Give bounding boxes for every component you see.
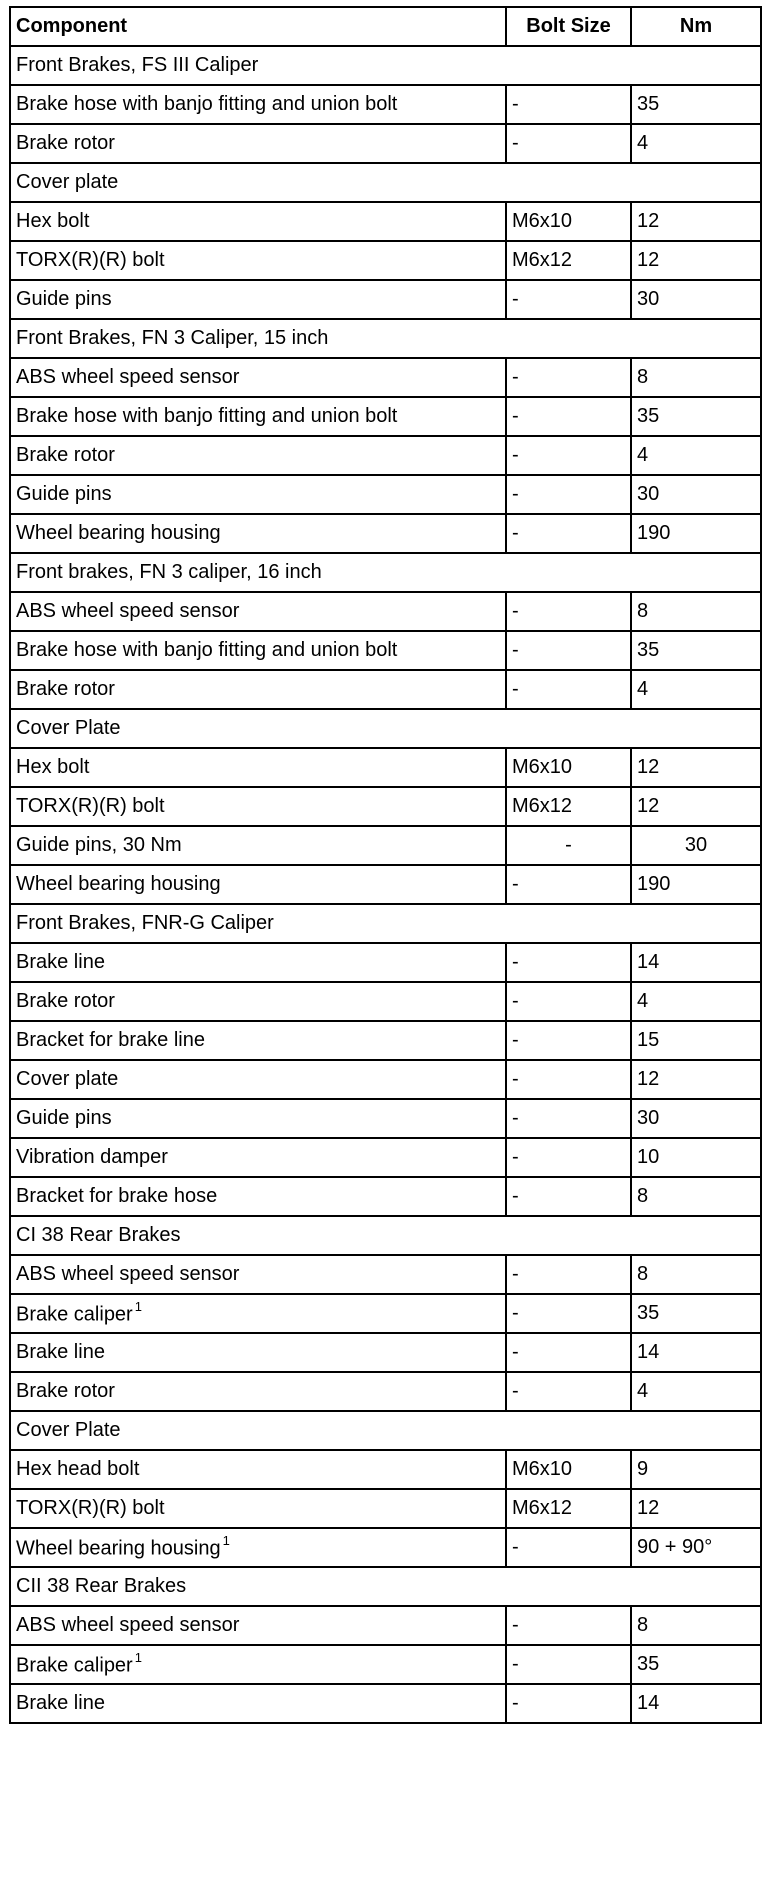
section-row — [10, 163, 761, 202]
component-cell — [10, 1372, 506, 1411]
component-name: Brake rotor — [16, 1380, 115, 1402]
component-name: Guide pins — [16, 1107, 112, 1129]
component-name: ABS wheel speed sensor — [16, 1263, 240, 1285]
table-row — [10, 943, 761, 982]
component-name: TORX(R)(R) bolt — [16, 795, 165, 817]
torque-nm-cell: 35 — [631, 1645, 761, 1684]
section-row — [10, 904, 761, 943]
component-name: Vibration damper — [16, 1146, 168, 1168]
component-name: ABS wheel speed sensor — [16, 366, 240, 388]
table-row — [10, 1528, 761, 1567]
torque-nm-cell: 8 — [631, 1177, 761, 1216]
bolt-size-cell: - — [506, 475, 631, 514]
table-row — [10, 982, 761, 1021]
torque-spec-table — [9, 6, 762, 1724]
bolt-size-cell: - — [506, 631, 631, 670]
component-name: ABS wheel speed sensor — [16, 1614, 240, 1636]
bolt-size-cell: - — [506, 1060, 631, 1099]
component-cell — [10, 1489, 506, 1528]
table-row — [10, 202, 761, 241]
table-row — [10, 1372, 761, 1411]
bolt-size-cell: - — [506, 1606, 631, 1645]
table-row — [10, 124, 761, 163]
component-cell — [10, 514, 506, 553]
bolt-size-cell: M6x10 — [506, 748, 631, 787]
table-row — [10, 1177, 761, 1216]
torque-nm-cell: 30 — [631, 280, 761, 319]
table-row — [10, 1333, 761, 1372]
torque-nm-cell: 30 — [631, 475, 761, 514]
component-cell — [10, 85, 506, 124]
header-row — [10, 7, 761, 46]
torque-nm-cell: 35 — [631, 631, 761, 670]
component-cell — [10, 1255, 506, 1294]
component-name: Brake line — [16, 1692, 105, 1714]
torque-nm-cell: 8 — [631, 1255, 761, 1294]
component-cell — [10, 943, 506, 982]
torque-nm-cell: 30 — [631, 826, 761, 865]
component-cell — [10, 475, 506, 514]
table-row — [10, 280, 761, 319]
torque-nm-cell: 12 — [631, 748, 761, 787]
footnote-marker: 1 — [134, 1298, 142, 1314]
component-name: Guide pins — [16, 483, 112, 505]
component-name: Hex bolt — [16, 756, 90, 778]
component-name: Bracket for brake hose — [16, 1185, 218, 1207]
component-cell — [10, 124, 506, 163]
table-row — [10, 1606, 761, 1645]
component-cell — [10, 1606, 506, 1645]
bolt-size-cell: - — [506, 1138, 631, 1177]
section-title: CI 38 Rear Brakes — [10, 1216, 761, 1255]
component-cell — [10, 1138, 506, 1177]
component-name: Brake caliper — [16, 1654, 133, 1677]
bolt-size-cell: - — [506, 1528, 631, 1567]
component-name: TORX(R)(R) bolt — [16, 1497, 165, 1519]
torque-nm-cell: 10 — [631, 1138, 761, 1177]
component-name: Brake rotor — [16, 678, 115, 700]
section-row — [10, 46, 761, 85]
header-nm: Nm — [631, 7, 761, 46]
table-row — [10, 1021, 761, 1060]
component-cell — [10, 592, 506, 631]
footnote-marker: 1 — [134, 1649, 142, 1665]
bolt-size-cell: - — [506, 1645, 631, 1684]
component-cell — [10, 1645, 506, 1684]
component-cell — [10, 1177, 506, 1216]
bolt-size-cell: M6x10 — [506, 202, 631, 241]
component-name: Brake hose with banjo fitting and union bolt — [16, 405, 398, 427]
component-cell — [10, 670, 506, 709]
table-row — [10, 826, 761, 865]
bolt-size-cell: - — [506, 592, 631, 631]
table-row — [10, 85, 761, 124]
section-row — [10, 319, 761, 358]
torque-nm-cell: 190 — [631, 514, 761, 553]
component-cell — [10, 1021, 506, 1060]
bolt-size-cell: - — [506, 982, 631, 1021]
table-row — [10, 1489, 761, 1528]
torque-nm-cell: 35 — [631, 1294, 761, 1333]
component-name: Wheel bearing housing — [16, 873, 221, 895]
header-component: Component — [10, 7, 506, 46]
component-name: Guide pins — [16, 288, 112, 310]
component-cell — [10, 1099, 506, 1138]
torque-nm-cell: 35 — [631, 397, 761, 436]
component-cell — [10, 865, 506, 904]
section-title: CII 38 Rear Brakes — [10, 1567, 761, 1606]
torque-nm-cell: 9 — [631, 1450, 761, 1489]
component-cell — [10, 202, 506, 241]
bolt-size-cell: M6x12 — [506, 241, 631, 280]
bolt-size-cell: - — [506, 826, 631, 865]
torque-nm-cell: 14 — [631, 943, 761, 982]
component-name: Brake rotor — [16, 990, 115, 1012]
component-cell — [10, 358, 506, 397]
bolt-size-cell: - — [506, 1684, 631, 1723]
bolt-size-cell: - — [506, 280, 631, 319]
bolt-size-cell: - — [506, 397, 631, 436]
component-cell — [10, 436, 506, 475]
torque-nm-cell: 4 — [631, 124, 761, 163]
component-cell — [10, 1060, 506, 1099]
component-name: Bracket for brake line — [16, 1029, 205, 1051]
bolt-size-cell: - — [506, 1099, 631, 1138]
torque-nm-cell: 12 — [631, 1489, 761, 1528]
table-row — [10, 1684, 761, 1723]
bolt-size-cell: - — [506, 943, 631, 982]
section-title: Front Brakes, FN 3 Caliper, 15 inch — [10, 319, 761, 358]
section-row — [10, 1567, 761, 1606]
table-row — [10, 1450, 761, 1489]
table-row — [10, 670, 761, 709]
section-title: Cover plate — [10, 163, 761, 202]
component-cell — [10, 826, 506, 865]
component-name: Brake rotor — [16, 132, 115, 154]
component-cell — [10, 748, 506, 787]
torque-nm-cell: 4 — [631, 670, 761, 709]
component-name: Brake line — [16, 1341, 105, 1363]
section-row — [10, 709, 761, 748]
bolt-size-cell: - — [506, 358, 631, 397]
table-row — [10, 865, 761, 904]
component-name: Brake hose with banjo fitting and union bolt — [16, 93, 398, 115]
table-row — [10, 241, 761, 280]
section-title: Cover Plate — [10, 709, 761, 748]
table-row — [10, 1255, 761, 1294]
torque-nm-cell: 12 — [631, 1060, 761, 1099]
table-row — [10, 592, 761, 631]
component-name: Hex bolt — [16, 210, 90, 232]
bolt-size-cell: - — [506, 1333, 631, 1372]
table-row — [10, 748, 761, 787]
bolt-size-cell: - — [506, 514, 631, 553]
torque-nm-cell: 12 — [631, 787, 761, 826]
bolt-size-cell: - — [506, 1294, 631, 1333]
torque-nm-cell: 8 — [631, 1606, 761, 1645]
table-row — [10, 397, 761, 436]
component-name: Brake line — [16, 951, 105, 973]
component-cell — [10, 1333, 506, 1372]
torque-nm-cell: 4 — [631, 1372, 761, 1411]
component-name: Brake caliper — [16, 1303, 133, 1326]
torque-nm-cell: 12 — [631, 241, 761, 280]
header-bolt-size: Bolt Size — [506, 7, 631, 46]
bolt-size-cell: - — [506, 436, 631, 475]
component-cell — [10, 787, 506, 826]
component-cell — [10, 631, 506, 670]
section-row — [10, 1411, 761, 1450]
torque-nm-cell: 8 — [631, 592, 761, 631]
bolt-size-cell: - — [506, 670, 631, 709]
section-row — [10, 553, 761, 592]
bolt-size-cell: - — [506, 1021, 631, 1060]
torque-nm-cell: 12 — [631, 202, 761, 241]
section-title: Front brakes, FN 3 caliper, 16 inch — [10, 553, 761, 592]
component-name: Brake hose with banjo fitting and union bolt — [16, 639, 398, 661]
table-row — [10, 1294, 761, 1333]
table-row — [10, 436, 761, 475]
torque-nm-cell: 8 — [631, 358, 761, 397]
bolt-size-cell: - — [506, 1177, 631, 1216]
component-name: Wheel bearing housing — [16, 1537, 221, 1560]
section-title: Cover Plate — [10, 1411, 761, 1450]
bolt-size-cell: - — [506, 865, 631, 904]
footnote-marker: 1 — [222, 1532, 230, 1548]
bolt-size-cell: M6x12 — [506, 1489, 631, 1528]
torque-nm-cell: 35 — [631, 85, 761, 124]
component-name: TORX(R)(R) bolt — [16, 249, 165, 271]
component-cell — [10, 1450, 506, 1489]
torque-nm-cell: 4 — [631, 982, 761, 1021]
torque-nm-cell: 190 — [631, 865, 761, 904]
table-row — [10, 358, 761, 397]
bolt-size-cell: - — [506, 1255, 631, 1294]
component-name: Guide pins, 30 Nm — [16, 834, 182, 856]
bolt-size-cell: - — [506, 124, 631, 163]
table-row — [10, 1138, 761, 1177]
component-name: Hex head bolt — [16, 1458, 140, 1480]
component-name: Brake rotor — [16, 444, 115, 466]
bolt-size-cell: - — [506, 1372, 631, 1411]
section-row — [10, 1216, 761, 1255]
table-row — [10, 631, 761, 670]
torque-nm-cell: 14 — [631, 1684, 761, 1723]
torque-nm-cell: 30 — [631, 1099, 761, 1138]
section-title: Front Brakes, FS III Caliper — [10, 46, 761, 85]
component-cell — [10, 241, 506, 280]
table-body — [10, 46, 761, 1723]
component-cell — [10, 397, 506, 436]
table-row — [10, 1060, 761, 1099]
component-cell — [10, 280, 506, 319]
table-row — [10, 1645, 761, 1684]
torque-nm-cell: 90 + 90° — [631, 1528, 761, 1567]
table-row — [10, 475, 761, 514]
bolt-size-cell: - — [506, 85, 631, 124]
component-cell — [10, 982, 506, 1021]
component-name: ABS wheel speed sensor — [16, 600, 240, 622]
table-row — [10, 787, 761, 826]
table-row — [10, 1099, 761, 1138]
torque-nm-cell: 15 — [631, 1021, 761, 1060]
component-cell — [10, 1294, 506, 1333]
component-name: Cover plate — [16, 1068, 119, 1090]
component-name: Wheel bearing housing — [16, 522, 221, 544]
bolt-size-cell: M6x10 — [506, 1450, 631, 1489]
torque-nm-cell: 4 — [631, 436, 761, 475]
component-cell — [10, 1528, 506, 1567]
section-title: Front Brakes, FNR-G Caliper — [10, 904, 761, 943]
torque-nm-cell: 14 — [631, 1333, 761, 1372]
table-row — [10, 514, 761, 553]
component-cell — [10, 1684, 506, 1723]
bolt-size-cell: M6x12 — [506, 787, 631, 826]
